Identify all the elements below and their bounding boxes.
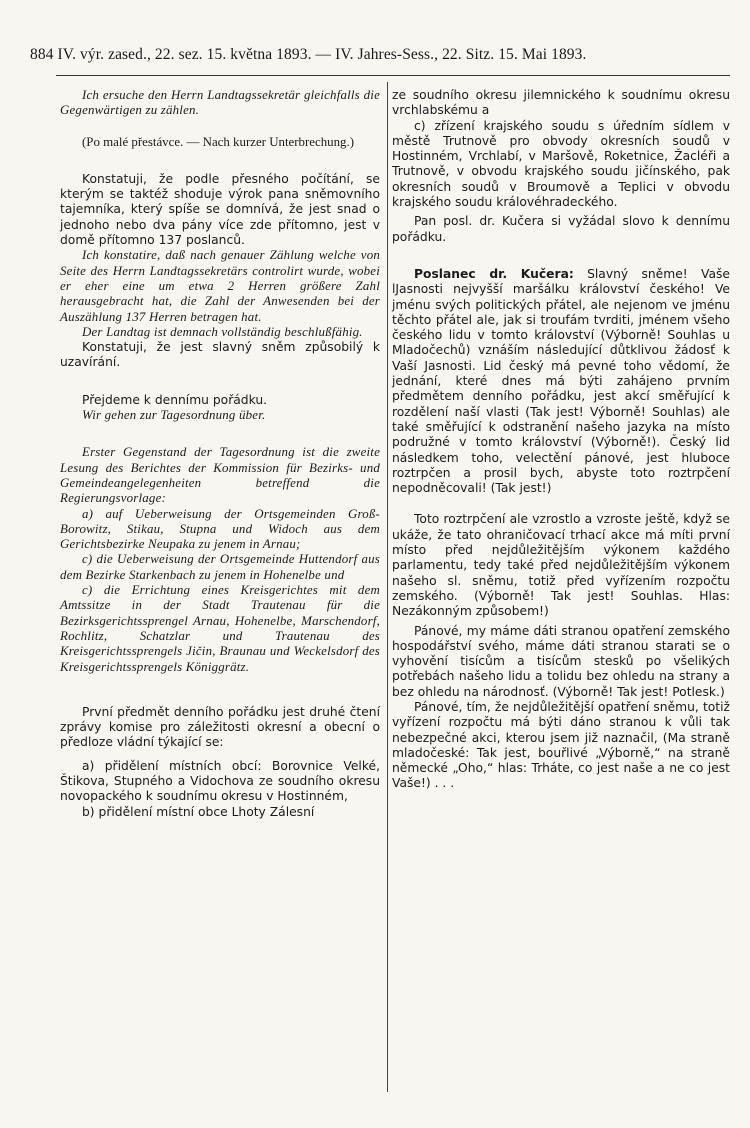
column-divider [387,82,388,1092]
paragraph [392,267,730,496]
paragraph: b) přidělení místní obce Lhoty Zálesní [82,804,315,819]
paragraph: Pan posl. dr. Kučera si vyžádal slovo k dennímu pořádku. [392,214,730,244]
paragraph: Toto roztrpčení ale vzrostlo a vzroste ještě, když se ukáže, že tato ohraničovací trhací akce má míti první místo před nejdůležitějším výkonem každého parlamentu, tedy také před nejdůležitějším výkonem našeho sl. sněmu, totiž před vyřízením rozpočtu zemského. (Výborně! Tak jest! Souhlas. Hlas: Nezákonným způsobem!) [392,512,730,619]
paragraph: Ich konstatire, daß nach genauer Zählung welche von Seite des Herrn Landtagssekretärs controlirt wurde, wobei er eher eine um etwa 2 Herren größere Zahl herausgebracht hat, die Zahl der Anwesenden bei der Auszählung 137 Herren betragen hat. [60,248,380,324]
paragraph: (Po malé přestávce. — Nach kurzer Unterbrechung.) [82,134,355,149]
paragraph: První předmět denního pořádku jest druhé čtení zprávy komise pro záležitosti okresní a obecní o předloze vládní týkající se: [60,704,380,750]
header-rule [56,75,730,76]
left-column [60,88,380,820]
paragraph: c) die Ueberweisung der Ortsgemeinde Huttendorf aus dem Bezirke Starkenbach zu jenem in Hohenelbe und [60,552,380,582]
paragraph: Pánové, tím, že nejdůležitější opatření sněmu, totiž vyřízení rozpočtu má býti dáno stranou k vůli tak nebezpečné akci, kterou jsem již naznačil, (Ma straně mladočeské: Tak jest, bouřlivé „Výborně,“ na straně německé „Oho,“ hlas: Trháte, co jest naše a ne co jest Vaše!) . . . [392,699,730,791]
paragraph: c) zřízení krajského soudu s úředním sídlem v městě Trutnově pro obvody okresních soudů v Hostinném, Vrchlabí, v Maršově, Roketnice, Žacléři a Trutnově, v obvodu krajského soudu jičínského, pak okresních soudů v Broumově a Teplici v obvodu krajského soudu královéhradeckého. [392,118,730,210]
paragraph: ze soudního okresu jilemnického k soudnímu okresu vrchlabskému a [392,88,730,118]
paragraph: a) přidělení místních obcí: Borovnice Velké, Štikova, Stupného a Vidochova ze soudního okresu novopackého k soudnímu okresu v Hostinném, [60,758,380,804]
paragraph: c) die Errichtung eines Kreisgerichtes mit dem Amtssitze in der Stadt Trautenau für die Bezirksgerichtssprengel Arnau, Hohenelbe, Marschendorf, Rochlitz, Schatzlar und Trautenau des Kreisgerichtssprengels Jičin, Braunau und Weckelsdorf des Kreisgerichtssprengels Königgrätz. [60,583,380,674]
speaker-name: Poslanec dr. Kučera: [414,266,574,281]
paragraph: a) auf Ueberweisung der Ortsgemeinden Groß-Borowitz, Stikau, Stupna und Widoch aus dem Gerichtsbezirke Neupaka zu jenem in Arnau; [60,506,380,552]
paragraph: Přejdeme k dennímu pořádku. [82,392,268,407]
paragraph: Konstatuji, že jest slavný sněm způsobilý k uzavírání. [60,340,380,370]
page-header: 884 IV. výr. zased., 22. sez. 15. května 1893. — IV. Jahres-Sess., 22. Sitz. 15. Mai 1893. [30,46,587,63]
paragraph: Der Landtag ist demnach vollständig beschlußfähig. [82,324,363,339]
paragraph: Erster Gegenstand der Tagesordnung ist die zweite Lesung des Berichtes der Kommission für Bezirks- und Gemeindeangelegenheiten betreffend die Regierungsvorlage: [60,445,380,506]
speech-text: Slavný sněme! Vaše lJasnosti nejvyšší maršálku království českého! Ve jménu svých politických přátel, ale nejenom ve jménu těchto přátel ale, jak si troufám tvrditi, jménem všeho českého lidu v tomto království (Výborně! Souhlas u Mladočechů) vznáším následující důtklivou žádosť k Vaší Jasnosti. Lid český má pevné toho vědomí, že jednání, které dnes má býti zahájeno prvním předmětem denního pořádku, jest akcí směřující k rozdělení naší vlasti (Tak jest! Výborně! Souhlas) ale také směřující k odstranění našeho jazyka na místo podružné v tomto království (Výborně!). Český lid následkem toho, velectění pánové, jest hluboce roztrpčen a prosil bych, abyste toto roztrpčení nepodněcovali! (Tak jest!) [392,266,730,496]
paragraph: Konstatuji, že podle přesného počítání, se kterým se taktéž shoduje výrok pana sněmovního tajemníka, který spíše se domnívá, že jest snad o jednoho nebo dva pány více zde přítomno, jest v domě přítomno 137 poslanců. [60,171,380,248]
paragraph: Wir gehen zur Tagesordnung über. [82,408,266,423]
right-column [392,88,730,792]
paragraph: Ich ersuche den Herrn Landtagssekretär gleichfalls die Gegenwärtigen zu zählen. [60,88,380,118]
paragraph: Pánové, my máme dáti stranou opatření zemského hospodářství svého, máme dáti stranou starati se o vyhovění tisícům a tisícům stesků po všelikých potřebách našeho lidu a tolidu bez ohledu na strany a bez ohledu na národnosť. (Výborně! Tak jest! Potlesk.) [392,623,730,699]
